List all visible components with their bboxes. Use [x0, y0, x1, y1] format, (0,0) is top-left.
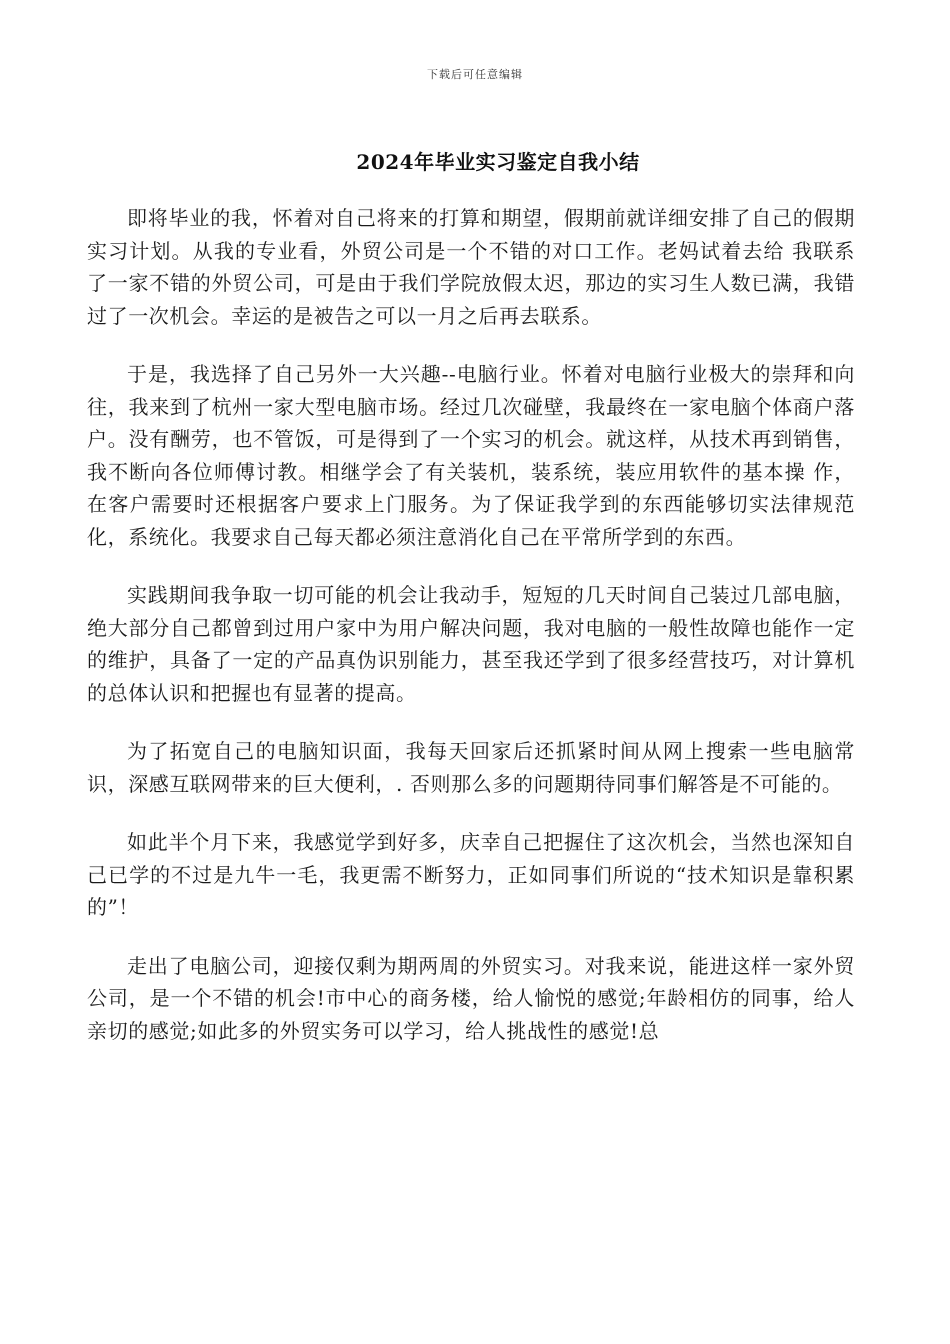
header-note: 下载后可任意编辑: [427, 68, 523, 81]
paragraph: 走出了电脑公司，迎接仅剩为期两周的外贸实习。对我来说，能进这样一家外贸公司，是一个不错的机会!市中心的商务楼，给人愉悦的感觉;年龄相仿的同事，给人亲切的感觉;如此多的外贸实务可以学习，给人挑战性的感觉!总: [87, 953, 855, 1043]
paragraph: 为了拓宽自己的电脑知识面，我每天回家后还抓紧时间从网上搜索一些电脑常识，深感互联网带来的巨大便利，. 否则那么多的问题期待同事们解答是不可能的。: [87, 739, 855, 796]
paragraph: 实践期间我争取一切可能的机会让我动手，短短的几天时间自己装过几部电脑，绝大部分自己都曾到过用户家中为用户解决问题，我对电脑的一般性故障也能作一定的维护，具备了一定的产品真伪识别能力，甚至我还学到了很多经营技巧，对计算机的总体认识和把握也有显著的提高。: [87, 583, 855, 705]
paragraph: 如此半个月下来，我感觉学到好多，庆幸自己把握住了这次机会，当然也深知自己已学的不过是九牛一毛，我更需不断努力，正如同事们所说的“技术知识是靠积累的”！: [87, 830, 855, 919]
document-title: 2024年毕业实习鉴定自我小结: [356, 150, 640, 174]
paragraph: 即将毕业的我，怀着对自己将来的打算和期望，假期前就详细安排了自己的假期实习计划。从我的专业看，外贸公司是一个不错的对口工作。老妈试着去给 我联系了一家不错的外贸公司，可是由于我们学院放假太迟，那边的实习生人数已满，我错过了一次机会。幸运的是被告之可以一月之后再去联系。: [87, 206, 855, 328]
document-body: [87, 202, 855, 1073]
paragraph: 于是，我选择了自己另外一大兴趣--电脑行业。怀着对电脑行业极大的崇拜和向往，我来到了杭州一家大型电脑市场。经过几次碰壁，我最终在一家电脑个体商户落 户。没有酬劳，也不管饭，可是得到了一个实习的机会。就这样，从技术再到销售，我不断向各位师傅讨教。相继学会了有关装机，装系统，装应用软件的基本操 作，在客户需要时还根据客户要求上门服务。为了保证我学到的东西能够切实法律规范化，系统化。我要求自己每天都必须注意消化自己在平常所学到的东西。: [87, 362, 855, 549]
